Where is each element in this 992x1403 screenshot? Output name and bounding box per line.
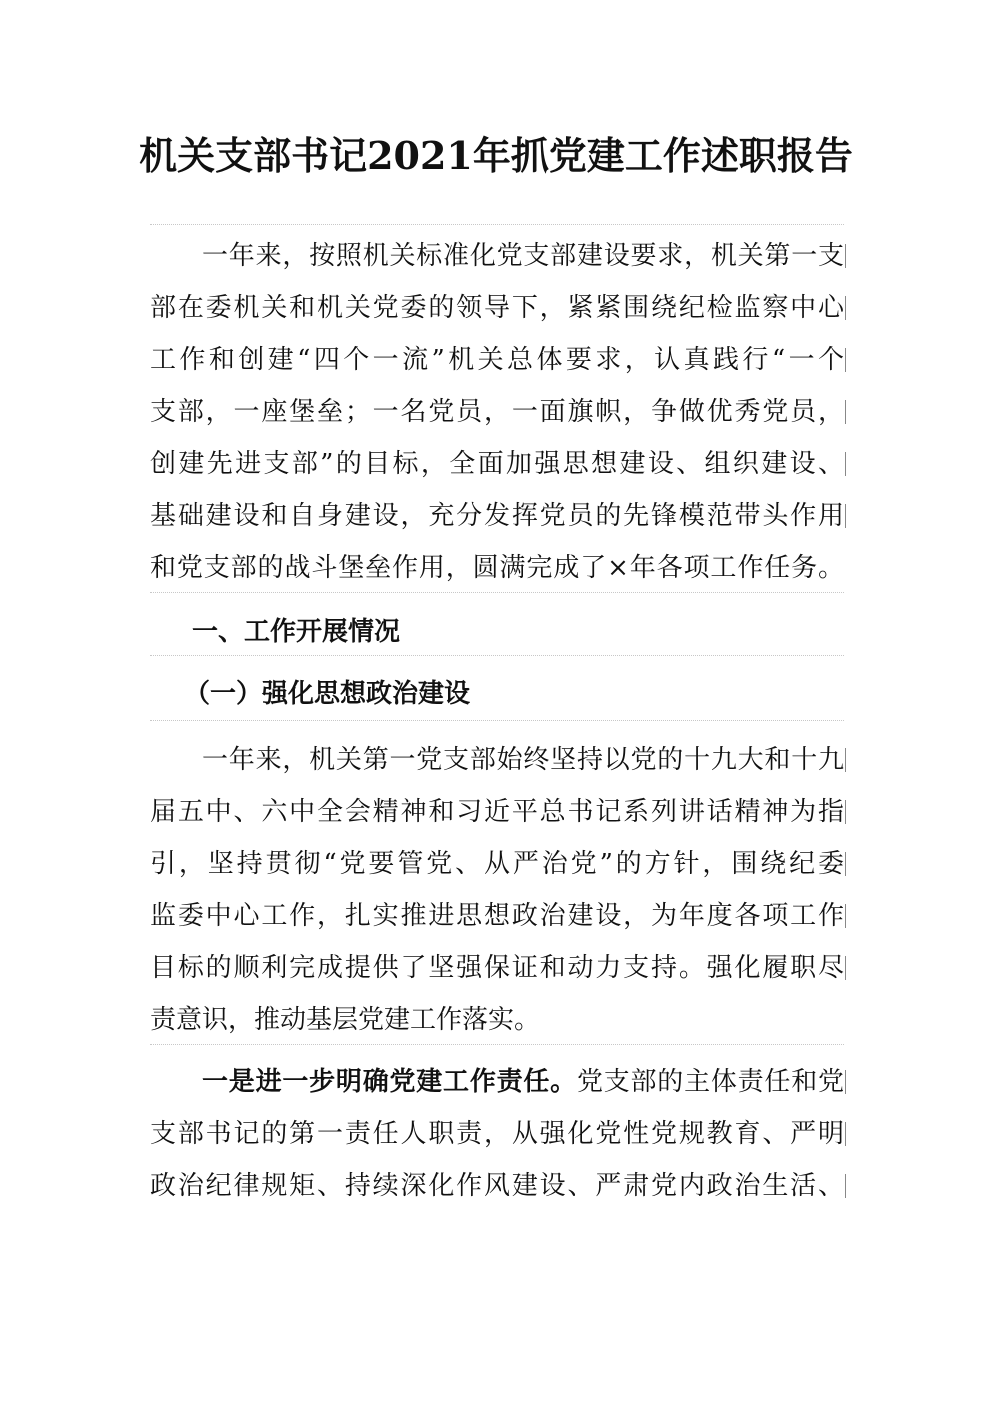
- subsection-heading: （一）强化思想政治建设: [184, 679, 471, 709]
- paragraph-line: 政治纪律规矩、持续深化作风建设、严肃党内政治生活、: [150, 1160, 844, 1212]
- paragraph-3: [150, 1056, 844, 1212]
- document-title: 机关支部书记2021年抓党建工作述职报告: [139, 133, 853, 178]
- paragraph-line: [150, 1056, 844, 1108]
- text-frame-rule: [150, 1044, 844, 1045]
- section-heading: 一、工作开展情况: [192, 617, 401, 647]
- intro-paragraph: [150, 230, 844, 594]
- paragraph-line: 目标的顺利完成提供了坚强保证和动力支持。强化履职尽: [150, 942, 844, 994]
- intro-line: 创建先进支部”的目标，全面加强思想建设、组织建设、: [150, 438, 844, 490]
- paragraph-line: 支部书记的第一责任人职责，从强化党性党规教育、严明: [150, 1108, 844, 1160]
- intro-line: 工作和创建“四个一流”机关总体要求，认真践行“一个: [150, 334, 844, 386]
- paragraph-line: 引，坚持贯彻“党要管党、从严治党”的方针，围绕纪委: [150, 838, 844, 890]
- intro-line: 支部，一座堡垒；一名党员，一面旗帜，争做优秀党员，: [150, 386, 844, 438]
- subsection-heading-block: [150, 668, 844, 720]
- text-frame-rule: [150, 224, 844, 225]
- intro-line: 一年来，按照机关标准化党支部建设要求，机关第一支: [150, 230, 844, 282]
- paragraph-2: [150, 734, 844, 1046]
- paragraph-line: 一年来，机关第一党支部始终坚持以党的十九大和十九: [150, 734, 844, 786]
- paragraph-line: 责意识，推动基层党建工作落实。: [150, 1005, 541, 1035]
- text-frame-rule: [150, 655, 844, 656]
- section-heading-block: [150, 606, 844, 658]
- intro-line: 部在委机关和机关党委的领导下，紧紧围绕纪检监察中心: [150, 282, 844, 334]
- lead-continuation: 党支部的主体责任和党: [576, 1067, 844, 1097]
- intro-line: 和党支部的战斗堡垒作用，圆满完成了×年各项工作任务。: [150, 553, 844, 583]
- bold-lead-text: 一是进一步明确党建工作责任。: [202, 1067, 577, 1097]
- text-frame-rule: [150, 720, 844, 721]
- text-frame-rule: [150, 592, 844, 593]
- intro-line: 基础建设和自身建设，充分发挥党员的先锋模范带头作用: [150, 490, 844, 542]
- paragraph-line: 监委中心工作，扎实推进思想政治建设，为年度各项工作: [150, 890, 844, 942]
- paragraph-line: 届五中、六中全会精神和习近平总书记系列讲话精神为指: [150, 786, 844, 838]
